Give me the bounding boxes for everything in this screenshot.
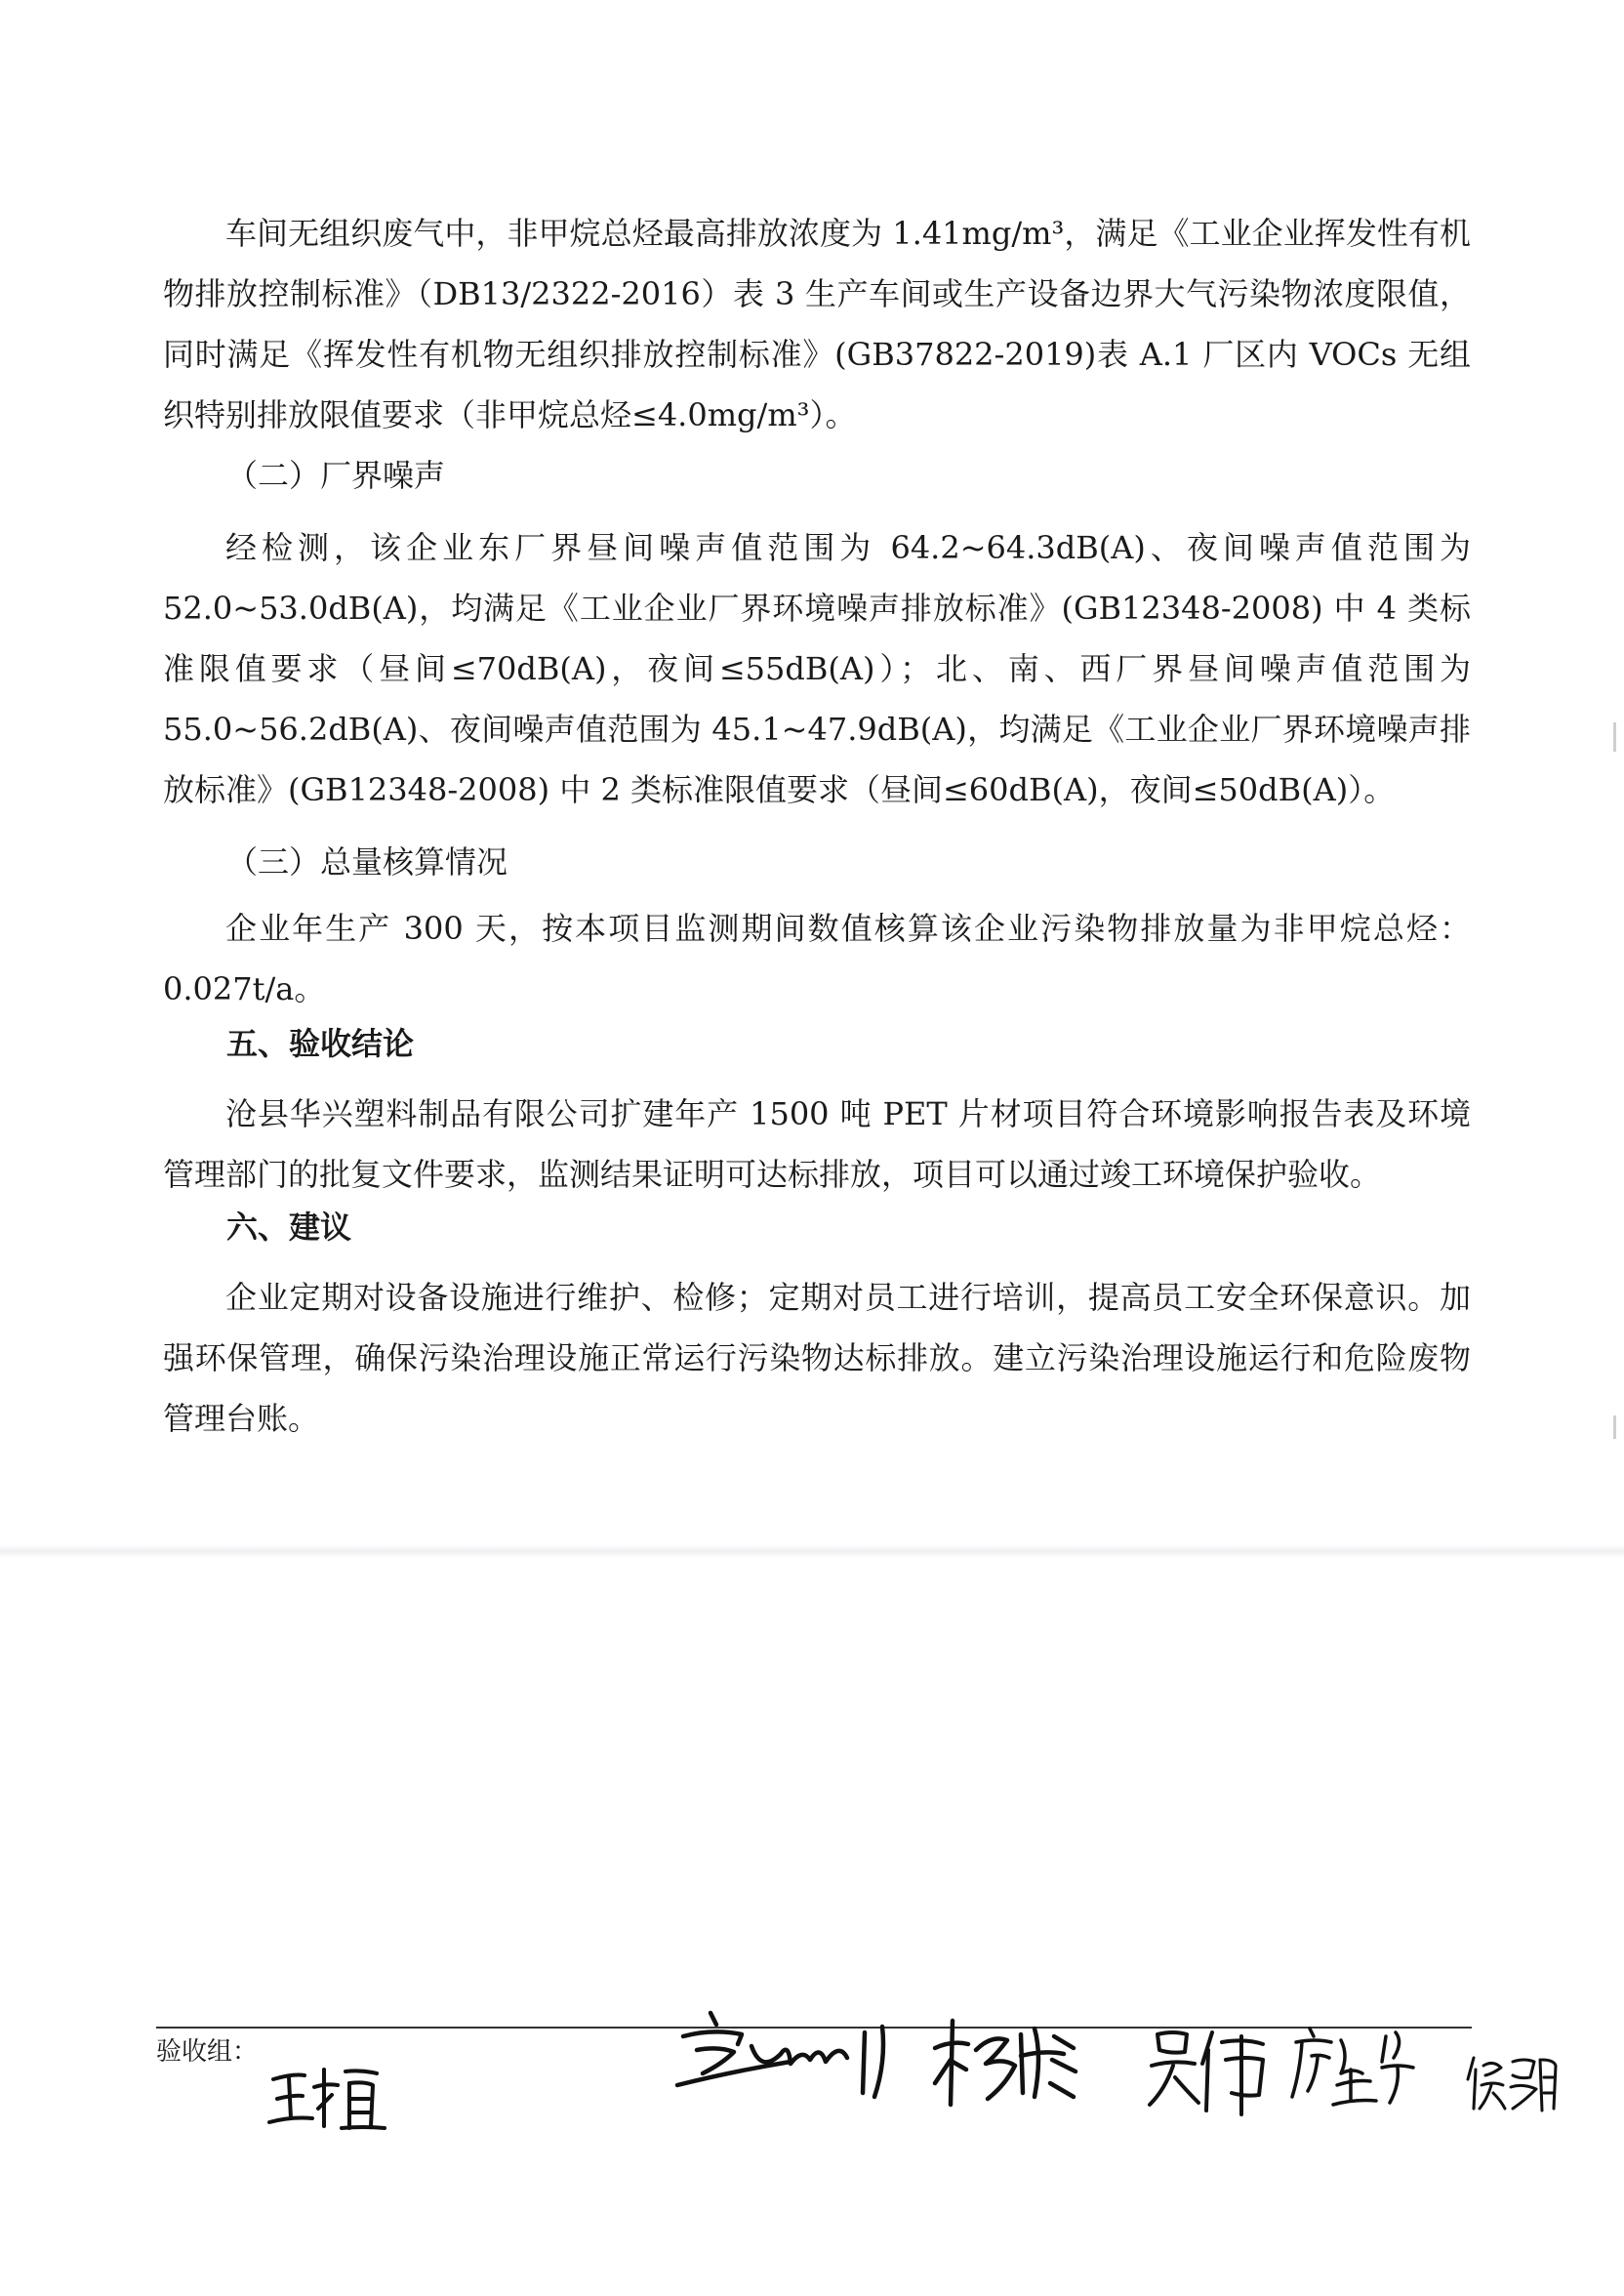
- section-heading-conclusion: 五、验收结论: [226, 1025, 415, 1062]
- paragraph-conclusion: 沧县华兴塑料制品有限公司扩建年产 1500 吨 PET 片材项目符合环境影响报告表及环境管理部门的批复文件要求，监测结果证明可达标排放，项目可以通过竣工环境保护验收。: [163, 1095, 1471, 1193]
- signature-4: [1144, 2021, 1280, 2118]
- section-heading-noise: （二）厂界噪声: [226, 457, 446, 494]
- scan-edge-mark: [1613, 1415, 1616, 1439]
- scan-artifact-band: [0, 1544, 1624, 1558]
- paragraph-voc-emission: 车间无组织废气中，非甲烷总烃最高排放浓度为 1.41mg/m³，满足《工业企业挥发性有机物排放控制标准》（DB13/2322-2016）表 3 生产车间或生产设备边界大气污染物浓度限值，同时满足《挥发性有机物无组织排放控制标准》(GB37822-2019)表 A.1 厂区内 VOCs 无组织特别排放限值要求（非甲烷总烃≤4.0mg/m³）。: [163, 215, 1471, 433]
- signature-label: 验收组：: [156, 2037, 259, 2067]
- signature-6: [1464, 2050, 1562, 2118]
- paragraph-noise: 经检测，该企业东厂界昼间噪声值范围为 64.2~64.3dB(A)、夜间噪声值范围为 52.0~53.0dB(A)，均满足《工业企业厂界环境噪声排放标准》(GB12348-2008) 中 4 类标准限值要求（昼间≤70dB(A)，夜间≤55dB(A)）；北、南、西厂界昼间噪声值范围为 55.0~56.2dB(A)、夜间噪声值范围为 45.1~47.9dB(A)，均满足《工业企业厂界环境噪声排放标准》(GB12348-2008) 中 2 类标准限值要求（昼间≤60dB(A)，夜间≤50dB(A)）。: [163, 529, 1471, 808]
- signature-2: [673, 2003, 898, 2111]
- paragraph-advice: 企业定期对设备设施进行维护、检修；定期对员工进行培训，提高员工安全环保意识。加强环保管理，确保污染治理设施正常运行污染物达标排放。建立污染治理设施运行和危险废物管理台账。: [163, 1279, 1471, 1437]
- scan-edge-mark: [1613, 722, 1616, 752]
- paragraph-total: 企业年生产 300 天，按本项目监测期间数值核算该企业污染物排放量为非甲烷总烃：0.027t/a。: [163, 910, 1471, 1007]
- signature-3: [927, 2011, 1093, 2118]
- signature-5: [1288, 2023, 1425, 2111]
- signature-1: [264, 2050, 420, 2138]
- section-heading-advice: 六、建议: [226, 1209, 352, 1246]
- section-heading-total: （三）总量核算情况: [226, 843, 508, 881]
